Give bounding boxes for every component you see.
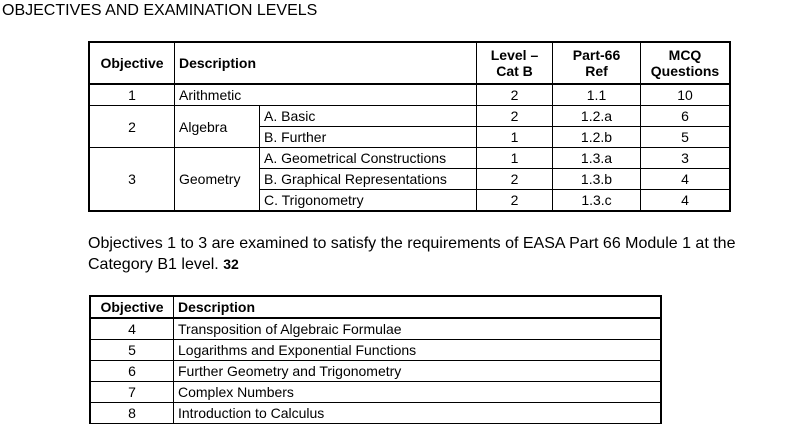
level-cell: 2 (477, 106, 553, 127)
header-objective: Objective (90, 296, 174, 318)
subtopic-cell: B. Further (260, 127, 477, 148)
ref-cell: 1.3.b (553, 169, 641, 190)
ref-cell: 1.2.b (553, 127, 641, 148)
table-row (90, 403, 661, 424)
description-cell: Logarithms and Exponential Functions (174, 340, 662, 361)
table-row (90, 340, 661, 361)
description-cell: Transposition of Algebraic Formulae (174, 318, 662, 340)
objective-cell: 2 (89, 106, 175, 148)
objective-cell: 4 (90, 318, 174, 340)
table-row (90, 318, 661, 340)
header-mcq-questions: MCQ Questions (641, 42, 731, 84)
level-cell: 2 (477, 169, 553, 190)
mcq-cell: 4 (641, 190, 731, 212)
objective-cell: 3 (89, 148, 175, 212)
objective-cell: 7 (90, 382, 174, 403)
table-row (90, 361, 661, 382)
further-objectives-table (89, 295, 662, 424)
table-header-row (89, 42, 730, 84)
subtopic-cell: A. Basic (260, 106, 477, 127)
objectives-table (88, 41, 731, 212)
level-cell: 2 (477, 190, 553, 212)
table-row (89, 106, 730, 127)
ref-cell: 1.3.c (553, 190, 641, 212)
paragraph-note: 32 (223, 256, 239, 272)
header-part66-ref: Part-66 Ref (553, 42, 641, 84)
mcq-cell: 5 (641, 127, 731, 148)
description-cell: Complex Numbers (174, 382, 662, 403)
mcq-cell: 3 (641, 148, 731, 169)
objective-cell: 5 (90, 340, 174, 361)
ref-cell: 1.2.a (553, 106, 641, 127)
header-description: Description (175, 42, 477, 84)
table-row (89, 148, 730, 169)
table-row (89, 84, 730, 106)
topic-cell: Algebra (175, 106, 260, 148)
ref-cell: 1.1 (553, 84, 641, 106)
subtopic-cell: B. Graphical Representations (260, 169, 477, 190)
description-cell: Further Geometry and Trigonometry (174, 361, 662, 382)
description-cell: Introduction to Calculus (174, 403, 662, 424)
mcq-cell: 6 (641, 106, 731, 127)
table-header-row (90, 296, 661, 318)
header-description: Description (174, 296, 662, 318)
level-cell: 1 (477, 127, 553, 148)
objective-cell: 6 (90, 361, 174, 382)
level-cell: 1 (477, 148, 553, 169)
topic-cell: Geometry (175, 148, 260, 212)
page-title: OBJECTIVES AND EXAMINATION LEVELS (2, 2, 318, 19)
level-cell: 2 (477, 84, 553, 106)
mcq-cell: 4 (641, 169, 731, 190)
subtopic-cell: A. Geometrical Constructions (260, 148, 477, 169)
header-objective: Objective (89, 42, 175, 84)
header-level: Level – Cat B (477, 42, 553, 84)
mcq-cell: 10 (641, 84, 731, 106)
objective-cell: 8 (90, 403, 174, 424)
objective-cell: 1 (89, 84, 175, 106)
paragraph-text: Objectives 1 to 3 are examined to satisfy the requirements of EASA Part 66 Module 1 at the Category B1 level. (88, 235, 736, 273)
ref-cell: 1.3.a (553, 148, 641, 169)
subtopic-cell: C. Trigonometry (260, 190, 477, 212)
exam-paragraph (88, 233, 778, 275)
topic-cell: Arithmetic (175, 84, 477, 106)
table-row (90, 382, 661, 403)
